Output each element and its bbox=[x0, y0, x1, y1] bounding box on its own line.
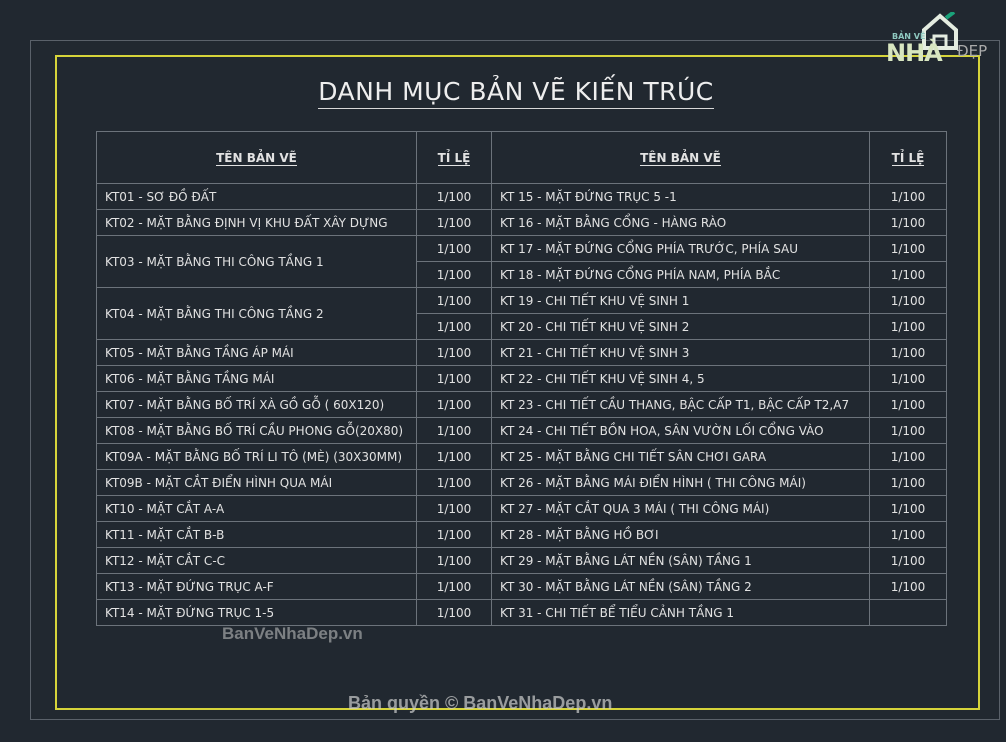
drawing-name-cell: KT10 - MẶT CẮT A-A bbox=[97, 496, 417, 522]
table-row bbox=[97, 548, 947, 574]
scale-cell: 1/100 bbox=[870, 262, 947, 288]
drawing-name-cell: KT 23 - CHI TIẾT CẦU THANG, BẬC CẤP T1, BẬC CẤP T2,A7 bbox=[492, 392, 870, 418]
drawing-name-cell: KT02 - MẶT BẰNG ĐỊNH VỊ KHU ĐẤT XÂY DỰNG bbox=[97, 210, 417, 236]
drawing-name-cell: KT 22 - CHI TIẾT KHU VỆ SINH 4, 5 bbox=[492, 366, 870, 392]
drawing-name-cell: KT03 - MẶT BẰNG THI CÔNG TẦNG 1 bbox=[97, 236, 417, 288]
scale-cell: 1/100 bbox=[417, 522, 492, 548]
table-row bbox=[97, 496, 947, 522]
drawing-name-cell: KT 27 - MẶT CẮT QUA 3 MÁI ( THI CÔNG MÁI) bbox=[492, 496, 870, 522]
site-logo bbox=[884, 12, 996, 70]
scale-cell: 1/100 bbox=[870, 366, 947, 392]
scale-cell: 1/100 bbox=[417, 392, 492, 418]
drawing-name-cell: KT 24 - CHI TIẾT BỒN HOA, SÂN VƯỜN LỐI CỔNG VÀO bbox=[492, 418, 870, 444]
table-row bbox=[97, 210, 947, 236]
drawing-name-cell: KT 15 - MẶT ĐỨNG TRỤC 5 -1 bbox=[492, 184, 870, 210]
scale-cell: 1/100 bbox=[417, 470, 492, 496]
scale-cell: 1/100 bbox=[870, 496, 947, 522]
scale-cell: 1/100 bbox=[870, 184, 947, 210]
scale-cell: 1/100 bbox=[417, 184, 492, 210]
table-row bbox=[97, 574, 947, 600]
drawing-name-cell: KT13 - MẶT ĐỨNG TRỤC A-F bbox=[97, 574, 417, 600]
drawing-name-cell: KT06 - MẶT BẰNG TẦNG MÁI bbox=[97, 366, 417, 392]
table-row bbox=[97, 418, 947, 444]
scale-cell: 1/100 bbox=[417, 314, 492, 340]
header-scale-right: TỈ LỆ bbox=[870, 132, 947, 184]
scale-cell: 1/100 bbox=[870, 340, 947, 366]
scale-cell: 1/100 bbox=[417, 366, 492, 392]
scale-cell: 1/100 bbox=[870, 210, 947, 236]
drawing-name-cell: KT 16 - MẶT BẰNG CỔNG - HÀNG RÀO bbox=[492, 210, 870, 236]
scale-cell: 1/100 bbox=[870, 444, 947, 470]
drawing-name-cell: KT 21 - CHI TIẾT KHU VỆ SINH 3 bbox=[492, 340, 870, 366]
drawing-name-cell: KT08 - MẶT BẰNG BỐ TRÍ CẦU PHONG GỖ(20X80) bbox=[97, 418, 417, 444]
table-row bbox=[97, 470, 947, 496]
table-row bbox=[97, 600, 947, 626]
drawing-name-cell: KT 31 - CHI TIẾT BỂ TIỂU CẢNH TẦNG 1 bbox=[492, 600, 870, 626]
drawing-name-cell: KT 17 - MẶT ĐỨNG CỔNG PHÍA TRƯỚC, PHÍA SAU bbox=[492, 236, 870, 262]
page-title: DANH MỤC BẢN VẼ KIẾN TRÚC bbox=[0, 77, 1006, 106]
table-header-row bbox=[97, 132, 947, 184]
scale-cell bbox=[870, 600, 947, 626]
scale-cell: 1/100 bbox=[417, 496, 492, 522]
logo-suffix-text: ĐẸP bbox=[957, 42, 988, 60]
drawing-name-cell: KT04 - MẶT BẰNG THI CÔNG TẦNG 2 bbox=[97, 288, 417, 340]
scale-cell: 1/100 bbox=[417, 288, 492, 314]
copyright-watermark: Bản quyền © BanVeNhaDep.vn bbox=[348, 693, 613, 713]
header-name-right: TÊN BẢN VẼ bbox=[492, 132, 870, 184]
logo-main-text: NHÀ bbox=[886, 39, 942, 67]
scale-cell: 1/100 bbox=[417, 210, 492, 236]
scale-cell: 1/100 bbox=[417, 574, 492, 600]
header-scale-left: TỈ LỆ bbox=[417, 132, 492, 184]
drawing-name-cell: KT 20 - CHI TIẾT KHU VỆ SINH 2 bbox=[492, 314, 870, 340]
drawing-name-cell: KT14 - MẶT ĐỨNG TRỤC 1-5 bbox=[97, 600, 417, 626]
drawing-name-cell: KT01 - SƠ ĐỒ ĐẤT bbox=[97, 184, 417, 210]
drawing-name-cell: KT 29 - MẶT BẰNG LÁT NỀN (SÂN) TẦNG 1 bbox=[492, 548, 870, 574]
table-row bbox=[97, 366, 947, 392]
scale-cell: 1/100 bbox=[870, 314, 947, 340]
scale-cell: 1/100 bbox=[870, 522, 947, 548]
table-row bbox=[97, 392, 947, 418]
drawing-name-cell: KT11 - MẶT CẮT B-B bbox=[97, 522, 417, 548]
table-row bbox=[97, 184, 947, 210]
scale-cell: 1/100 bbox=[417, 340, 492, 366]
scale-cell: 1/100 bbox=[870, 470, 947, 496]
scale-cell: 1/100 bbox=[417, 236, 492, 262]
drawing-name-cell: KT12 - MẶT CẮT C-C bbox=[97, 548, 417, 574]
scale-cell: 1/100 bbox=[870, 574, 947, 600]
drawing-name-cell: KT05 - MẶT BẰNG TẦNG ÁP MÁI bbox=[97, 340, 417, 366]
logo-top-text: BẢN VẼ bbox=[892, 32, 926, 41]
table-row bbox=[97, 340, 947, 366]
scale-cell: 1/100 bbox=[417, 600, 492, 626]
scale-cell: 1/100 bbox=[870, 392, 947, 418]
drawing-name-cell: KT 30 - MẶT BẰNG LÁT NỀN (SÂN) TẦNG 2 bbox=[492, 574, 870, 600]
scale-cell: 1/100 bbox=[417, 262, 492, 288]
drawing-name-cell: KT09A - MẶT BẰNG BỐ TRÍ LI TÔ (MÈ) (30X30MM) bbox=[97, 444, 417, 470]
table-row bbox=[97, 444, 947, 470]
drawing-name-cell: KT 26 - MẶT BẰNG MÁI ĐIỂN HÌNH ( THI CÔNG MÁI) bbox=[492, 470, 870, 496]
scale-cell: 1/100 bbox=[870, 236, 947, 262]
drawing-name-cell: KT09B - MẶT CẮT ĐIỂN HÌNH QUA MÁI bbox=[97, 470, 417, 496]
scale-cell: 1/100 bbox=[870, 288, 947, 314]
header-name-left: TÊN BẢN VẼ bbox=[97, 132, 417, 184]
table-row bbox=[97, 236, 947, 262]
drawing-name-cell: KT 28 - MẶT BẰNG HỒ BƠI bbox=[492, 522, 870, 548]
scale-cell: 1/100 bbox=[417, 444, 492, 470]
drawing-index-table bbox=[96, 131, 947, 626]
scale-cell: 1/100 bbox=[417, 418, 492, 444]
drawing-name-cell: KT 25 - MẶT BẰNG CHI TIẾT SÂN CHƠI GARA bbox=[492, 444, 870, 470]
scale-cell: 1/100 bbox=[870, 548, 947, 574]
drawing-name-cell: KT07 - MẶT BẰNG BỐ TRÍ XÀ GỒ GỖ ( 60X120) bbox=[97, 392, 417, 418]
scale-cell: 1/100 bbox=[417, 548, 492, 574]
inline-watermark: BanVeNhaDep.vn bbox=[222, 624, 363, 643]
scale-cell: 1/100 bbox=[870, 418, 947, 444]
drawing-name-cell: KT 19 - CHI TIẾT KHU VỆ SINH 1 bbox=[492, 288, 870, 314]
table-row bbox=[97, 522, 947, 548]
drawing-name-cell: KT 18 - MẶT ĐỨNG CỔNG PHÍA NAM, PHÍA BẮC bbox=[492, 262, 870, 288]
table-row bbox=[97, 288, 947, 314]
